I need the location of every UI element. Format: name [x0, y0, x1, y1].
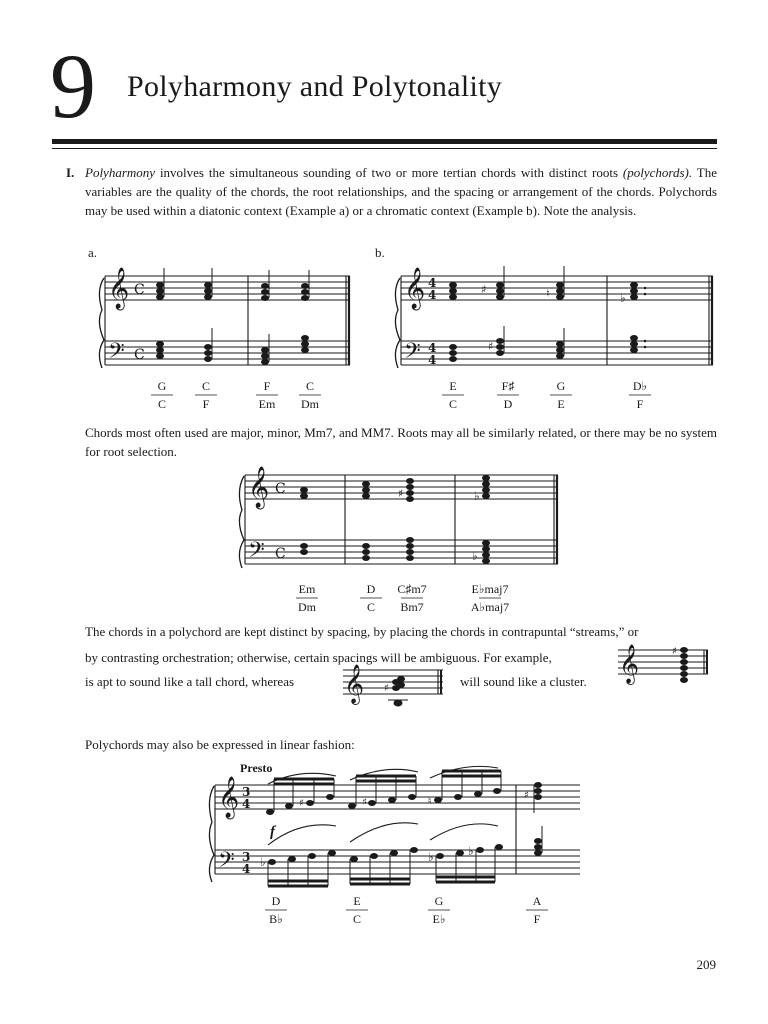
- example-d-time-bottom-bass: 4: [242, 862, 251, 876]
- svg-text:♯: ♯: [672, 646, 677, 657]
- svg-text:♭: ♭: [620, 291, 626, 305]
- analysis-top: F♯: [501, 379, 515, 393]
- analysis-bottom: C: [448, 397, 458, 411]
- paragraph-chord-types: Chords most often used are major, minor, Mm7, and MM7. Roots may all be similarly related, or there may be no system for root selection.: [85, 425, 717, 459]
- example-a-score: [99, 267, 350, 369]
- analysis-top: G: [157, 379, 167, 393]
- example-d-analysis: [265, 894, 548, 926]
- analysis-top: A: [532, 894, 542, 908]
- bass-clef-icon: 𝄢: [108, 339, 125, 369]
- example-a-time-bass: C: [134, 347, 145, 363]
- bass-clef-icon: 𝄢: [218, 848, 235, 878]
- analysis-bottom: F: [533, 912, 541, 926]
- paragraph-linear: Polychords may also be expressed in linear fashion:: [85, 737, 355, 752]
- page-number: 209: [696, 957, 716, 972]
- inline-example-cluster: [343, 664, 443, 706]
- svg-text:♭: ♭: [428, 850, 434, 864]
- example-b-score: [395, 266, 713, 369]
- analysis-bottom: C: [352, 912, 362, 926]
- svg-text:♯: ♯: [524, 790, 529, 801]
- svg-text:♯: ♯: [398, 487, 404, 500]
- dynamic-marking: f: [270, 824, 275, 840]
- analysis-bottom: B♭: [269, 912, 283, 926]
- analysis-bottom: E: [557, 397, 565, 411]
- svg-text:♭: ♭: [474, 489, 480, 503]
- analysis-bottom: D: [503, 397, 513, 411]
- svg-text:♭: ♭: [472, 549, 478, 563]
- analysis-top: C: [201, 379, 211, 393]
- analysis-bottom: A♭maj7: [470, 600, 510, 614]
- inline-example-tall-chord: [618, 644, 708, 685]
- example-c-bass-staff: [245, 540, 558, 564]
- chapter-title: Polyharmony and Polytonality: [127, 70, 503, 103]
- analysis-top: D: [271, 894, 281, 908]
- svg-text:♯: ♯: [384, 683, 389, 694]
- analysis-bottom: C: [366, 600, 376, 614]
- example-b-analysis: [442, 379, 651, 411]
- analysis-bottom: Bm7: [400, 600, 424, 614]
- example-b-time-top-bass: 4: [428, 341, 437, 355]
- paragraph-spacing-line-3b: will sound like a cluster.: [460, 674, 587, 689]
- example-d-time-bottom-treble: 4: [242, 797, 251, 811]
- analysis-bottom: Em: [258, 397, 276, 411]
- example-d-score: [209, 761, 580, 886]
- paragraph-spacing-line-1: The chords in a polychord are kept distinct by spacing, by placing the chords in contrapuntal “streams,” or: [85, 624, 639, 639]
- analysis-top: D: [366, 582, 376, 596]
- analysis-top: E♭maj7: [471, 582, 509, 596]
- example-d-time-top-treble: 3: [242, 785, 251, 799]
- example-b-label: b.: [375, 245, 385, 260]
- analysis-top: G: [556, 379, 566, 393]
- example-a-label: a.: [88, 245, 98, 260]
- section-numeral: I.: [66, 165, 75, 180]
- analysis-bottom: F: [636, 397, 644, 411]
- treble-clef-icon: 𝄞: [248, 467, 270, 508]
- paragraph-spacing-line-2: by contrasting orchestration; otherwise, certain spacings will be ambiguous. For example,: [85, 650, 552, 665]
- svg-text:𝄞: 𝄞: [344, 664, 365, 704]
- example-c-analysis: [296, 582, 509, 614]
- svg-text:♮: ♮: [546, 287, 550, 300]
- example-b-brace: [395, 278, 400, 368]
- example-b-time-bottom-treble: 4: [428, 288, 437, 302]
- svg-text:♮: ♮: [428, 796, 432, 807]
- section-1-text: Polyharmony involves the simultaneous sounding of two or more tertian chords with distinct roots (polychords). The variables are the quality of the chords, the root relationships, and the spacing or arrangement of the chords. Polychords may be used within a diatonic context (Example a) or a chromatic context (Example b). Note the analysis.: [85, 165, 717, 218]
- svg-text:♯: ♯: [362, 797, 367, 808]
- analysis-bottom: F: [202, 397, 210, 411]
- example-d-bass-runs: [260, 823, 542, 886]
- analysis-top: F: [263, 379, 271, 393]
- analysis-bottom: E♭: [432, 912, 446, 926]
- analysis-top: E: [353, 894, 361, 908]
- example-a-time-treble: C: [134, 282, 145, 298]
- analysis-bottom: Dm: [301, 397, 319, 411]
- bass-clef-icon: 𝄢: [404, 339, 421, 369]
- analysis-top: Em: [298, 582, 316, 596]
- svg-text:♭: ♭: [468, 844, 474, 858]
- example-b-time-bottom-bass: 4: [428, 353, 437, 367]
- svg-text:𝄞: 𝄞: [619, 644, 640, 684]
- analysis-bottom: C: [157, 397, 167, 411]
- tempo-marking: Presto: [240, 761, 273, 775]
- chapter-number: 9: [50, 35, 96, 137]
- analysis-top: G: [434, 894, 444, 908]
- example-a-brace: [99, 278, 104, 368]
- svg-text:♯: ♯: [299, 798, 304, 809]
- analysis-top: E: [449, 379, 457, 393]
- treble-clef-icon: 𝄞: [218, 777, 240, 818]
- example-c-time-bass: C: [275, 546, 286, 562]
- example-c-brace: [239, 476, 244, 568]
- example-c-score: [239, 466, 558, 568]
- example-d-brace: [209, 786, 214, 882]
- analysis-top: D♭: [632, 379, 648, 393]
- treble-clef-icon: 𝄞: [108, 268, 130, 309]
- bass-clef-icon: 𝄢: [248, 538, 265, 568]
- example-b-time-top-treble: 4: [428, 276, 437, 290]
- paragraph-spacing-line-3a: is apt to sound like a tall chord, whereas: [85, 674, 295, 689]
- svg-text:♭: ♭: [260, 855, 266, 869]
- analysis-top: C: [305, 379, 315, 393]
- example-b-chords: [449, 266, 646, 362]
- treble-clef-icon: 𝄞: [404, 268, 426, 309]
- analysis-bottom: Dm: [298, 600, 316, 614]
- svg-text:♯: ♯: [481, 283, 487, 296]
- svg-text:♯: ♯: [488, 340, 494, 353]
- example-c-chords: [300, 475, 490, 564]
- example-a-chords: [156, 268, 309, 365]
- example-a-analysis: [151, 379, 321, 411]
- example-d-time-top-bass: 3: [242, 850, 251, 864]
- example-c-time-treble: C: [275, 481, 286, 497]
- analysis-top: C♯m7: [397, 582, 427, 596]
